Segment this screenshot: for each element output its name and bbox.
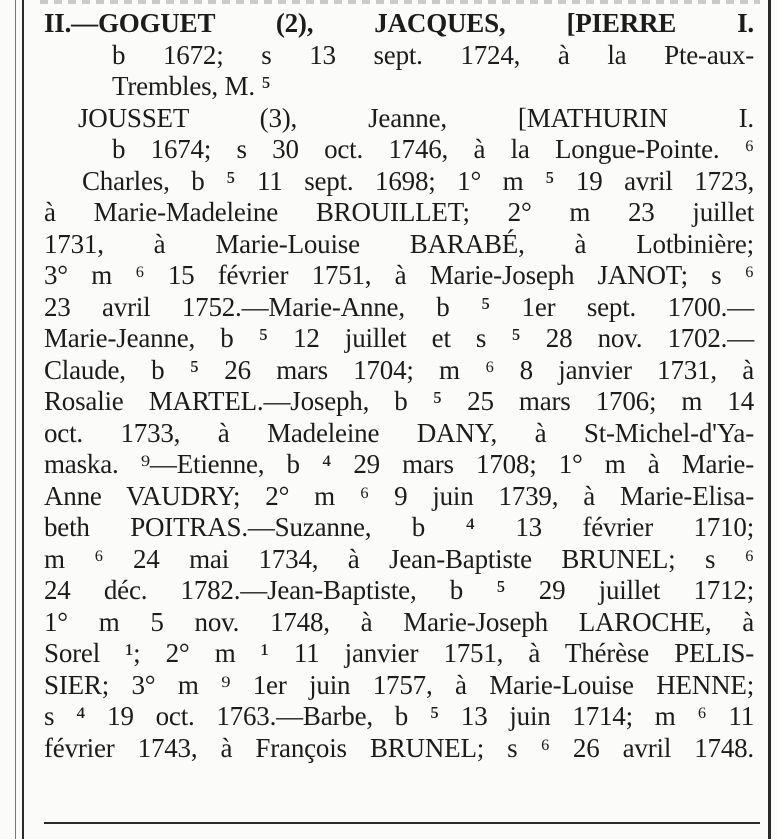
left-border-thin bbox=[15, 0, 16, 839]
entry-line: m ⁶ 24 mai 1734, à Jean-Baptiste BRUNEL; s ⁶ bbox=[44, 543, 754, 574]
right-border bbox=[768, 0, 771, 839]
entry-line: SIER; 3° m ⁹ 1er juin 1757, à Marie-Louise HENNE; bbox=[44, 669, 754, 700]
entry-line: beth POITRAS.—Suzanne, b ⁴ 13 février 1710; bbox=[44, 512, 754, 542]
entry-line: février 1743, à François BRUNEL; s ⁶ 26 avril 1748. bbox=[44, 732, 754, 763]
top-cut-text-remnant bbox=[40, 0, 760, 4]
entry-line: 23 avril 1752.—Marie-Anne, b ⁵ 1er sept. 1700.— bbox=[44, 291, 754, 322]
entry-line: Marie-Jeanne, b ⁵ 12 juillet et s ⁵ 28 nov. 1702.— bbox=[44, 323, 754, 353]
left-border bbox=[22, 0, 24, 839]
entry-line: Sorel ¹; 2° m ¹ 11 janvier 1751, à Thérèse PELIS- bbox=[44, 638, 754, 668]
entry-line: maska. ⁹—Etienne, b ⁴ 29 mars 1708; 1° m à Marie- bbox=[44, 449, 754, 479]
entry-line: b 1672; s 13 sept. 1724, à la Pte-aux- bbox=[112, 39, 754, 70]
entry-line: oct. 1733, à Madeleine DANY, à St-Michel-d'Ya- bbox=[44, 417, 754, 448]
entry-line: 1731, à Marie-Louise BARABÉ, à Lotbinière; bbox=[44, 228, 754, 259]
bottom-rule bbox=[44, 822, 760, 824]
entry-line: Anne VAUDRY; 2° m ⁶ 9 juin 1739, à Marie-Elisa- bbox=[44, 480, 754, 511]
genealogy-entry bbox=[44, 8, 754, 764]
entry-line: Trembles, M. ⁵ bbox=[112, 71, 271, 101]
entry-line: Rosalie MARTEL.—Joseph, b ⁵ 25 mars 1706; m 14 bbox=[44, 386, 754, 416]
entry-line: s ⁴ 19 oct. 1763.—Barbe, b ⁵ 13 juin 1714; m ⁶ 11 bbox=[44, 701, 754, 731]
entry-line: 3° m ⁶ 15 février 1751, à Marie-Joseph JANOT; s ⁶ bbox=[44, 260, 754, 290]
entry-line: Claude, b ⁵ 26 mars 1704; m ⁶ 8 janvier 1731, à bbox=[44, 354, 754, 385]
entry-line: 1° m 5 nov. 1748, à Marie-Joseph LAROCHE, à bbox=[44, 606, 754, 637]
entry-line: 24 déc. 1782.—Jean-Baptiste, b ⁵ 29 juillet 1712; bbox=[44, 575, 754, 605]
entry-line: II.—GOGUET (2), JACQUES, [PIERRE I. bbox=[44, 8, 754, 38]
entry-line: à Marie-Madeleine BROUILLET; 2° m 23 juillet bbox=[44, 197, 754, 227]
entry-line: Charles, b ⁵ 11 sept. 1698; 1° m ⁵ 19 avril 1723, bbox=[82, 165, 754, 196]
entry-line: b 1674; s 30 oct. 1746, à la Longue-Pointe. ⁶ bbox=[112, 134, 754, 164]
entry-line: JOUSSET (3), Jeanne, [MATHURIN I. bbox=[78, 102, 754, 133]
